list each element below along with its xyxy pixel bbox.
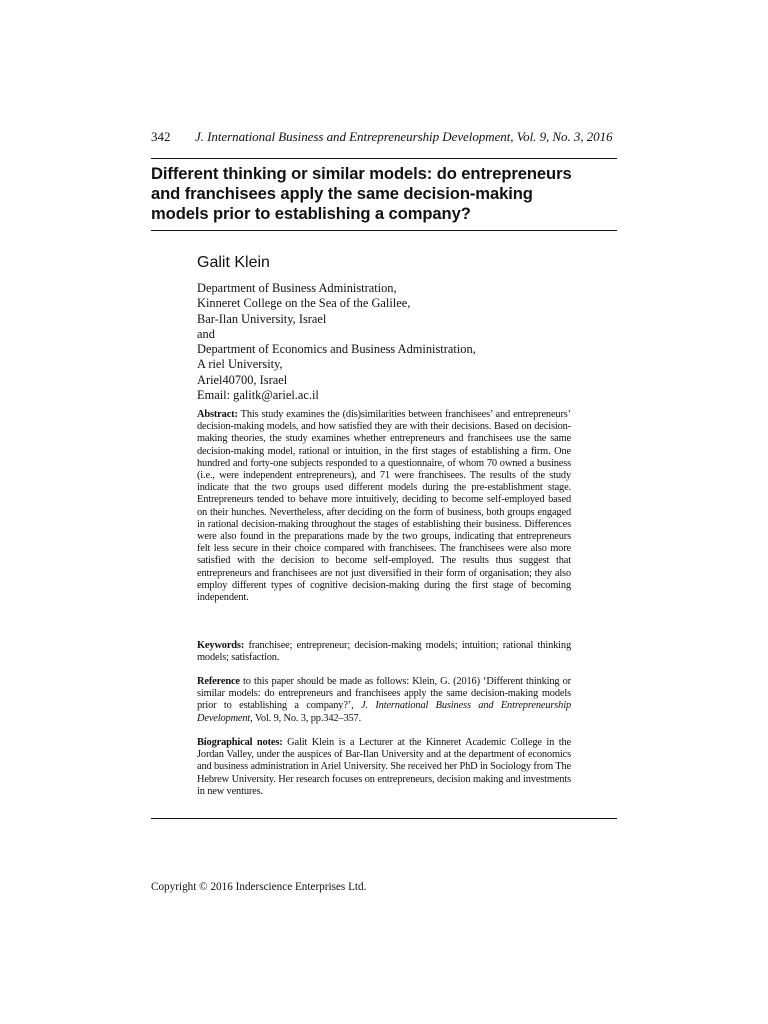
keywords-label: Keywords:: [197, 640, 245, 651]
affiliation-line: Department of Business Administration,: [197, 281, 397, 295]
abstract-text: This study examines the (dis)similarities between franchisees’ and entrepreneurs’ decision-making models, and how satisfied they are with their decisions. Based on decision-making theories, the study examines whether entrepreneurs and franchisees use the same decision-making model, rational or intuition, in the first stages of establishing a firm. One hundred and forty-one subjects responded to a questionnaire, of whom 70 owned a business (i.e., were independent entrepreneurs), and 71 were franchisees. The results of the study indicate that the two groups used different models during the pre-establishment stage. Entrepreneurs tended to behave more intuitively, deciding to become self-employed based on their hunches. Nevertheless, after deciding on the form of business, both groups engaged in rational decision-making throughout the stages of establishing their business. Differences were also found in the preparations made by the two groups, indicating that entrepreneurs felt less secure in their choice compared with franchisees. The franchisees were also more satisfied with the decision to become self-employed. The results thus suggest that entrepreneurs and franchisees are not just diversified in their form of organisation; they also employ different types of cognitive decision-making during the first stage of becoming independent.: [197, 409, 571, 604]
title-line: Different thinking or similar models: do entrepreneurs: [151, 164, 572, 183]
keywords-text: franchisee; entrepreneur; decision-making models; intuition; rational thinking models; satisfaction.: [197, 640, 571, 664]
affiliation-line: Ariel40700, Israel: [197, 372, 288, 387]
running-header: [151, 128, 617, 146]
reference-journal: J. International Business and Entrepreneurship Development: [197, 700, 571, 724]
affiliation-line: Department of Economics and Business Administration,: [197, 342, 476, 357]
abstract-bottom-rule: [151, 818, 617, 819]
reference: [197, 676, 571, 725]
journal-citation: J. International Business and Entrepreneurship Development, Vol. 9, No. 3, 2016: [195, 129, 613, 144]
title-line: and franchisees apply the same decision-making: [151, 184, 533, 203]
keywords: [197, 640, 571, 664]
abstract: [197, 409, 571, 604]
article-title: [151, 164, 631, 224]
copyright-notice: Copyright © 2016 Inderscience Enterprises Ltd.: [151, 881, 367, 893]
reference-label: Reference: [197, 676, 240, 687]
page-number: 342: [151, 129, 171, 144]
affiliation-line: Bar-Ilan University, Israel: [197, 311, 327, 326]
affiliation: [197, 281, 577, 403]
author-name: Galit Klein: [197, 254, 270, 271]
biographical-notes: [197, 737, 571, 798]
affiliation-line: A riel University,: [197, 357, 283, 372]
affiliation-line: and: [197, 326, 215, 341]
bio-text: Galit Klein is a Lecturer at the Kinneret Academic College in the Jordan Valley, under the auspices of Bar-Ilan University and at the department of economics and business administration in Ariel University. She received her PhD in Sociology from The Hebrew University. Her research focuses on entrepreneurs, decision making and investments in new ventures.: [197, 737, 571, 797]
email-line: Email: galitk@ariel.ac.il: [197, 388, 319, 403]
affiliation-line: Kinneret College on the Sea of the Galilee,: [197, 296, 411, 311]
title-line: models prior to establishing a company?: [151, 204, 471, 223]
title-bottom-rule: [151, 230, 617, 231]
bio-label: Biographical notes:: [197, 737, 283, 748]
abstract-label: Abstract:: [197, 409, 238, 420]
reference-volume: , Vol. 9, No. 3, pp.342–357.: [250, 712, 362, 724]
reference-text: to this paper should be made as follows: Klein, G. (2016) ‘Different thinking or similar models: do entrepreneurs and franchisees apply the same decision-making models prior to establishing a company?’,: [197, 676, 571, 712]
title-top-rule: [151, 158, 617, 159]
